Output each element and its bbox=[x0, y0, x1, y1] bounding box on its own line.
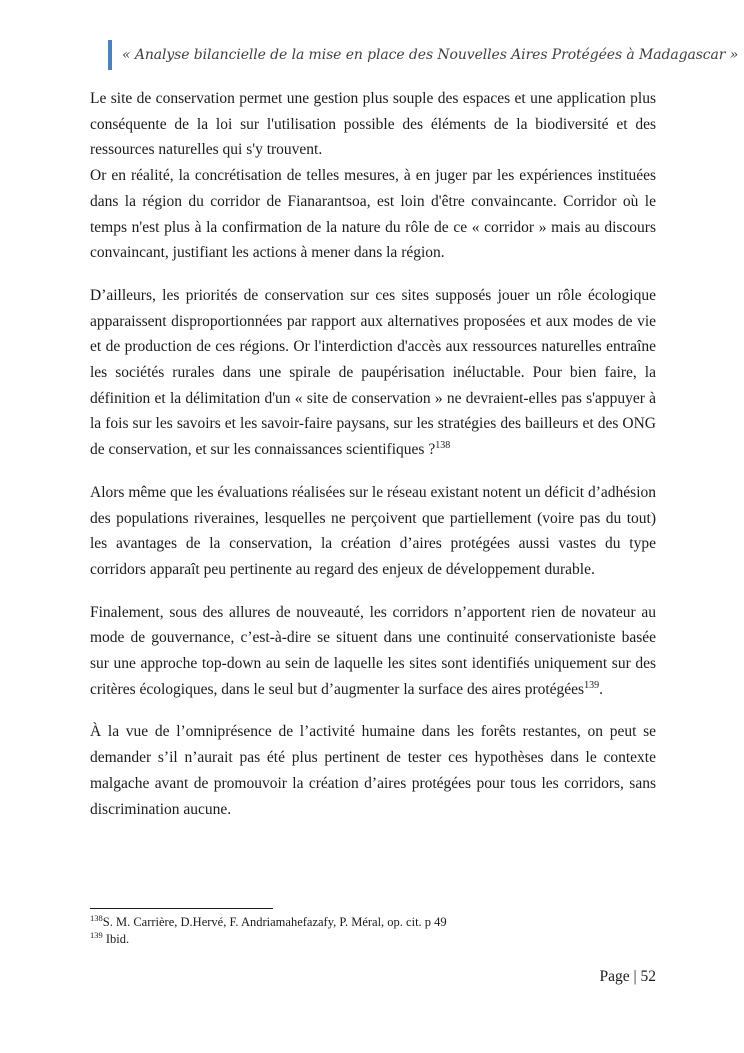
footnote-number: 139 bbox=[90, 929, 103, 940]
footnote-list bbox=[90, 914, 656, 947]
footnote: $^{139}$ Ibid. bbox=[90, 929, 130, 946]
paragraph: D’ailleurs, les priorités de conservation sur ces sites supposés jouer un rôle écologique apparaissent disproportionnées par rapport aux alternatives proposées et aux modes de vie et de production de ces régions. Or l'interdiction d'accès aux ressources naturelles entraîne les sociétés rurales dans une spirale de paupérisation inéluctable. Pour bien faire, la définition et la délimitation d'un « site de conservation » ne devraient-elles pas s'appuyer à la fois sur les savoirs et les savoir-faire paysans, sur les stratégies des bailleurs et des ONG de conservation, et sur les connaissances scientifiques ?$^{138}$ bbox=[90, 286, 656, 459]
footnote-ref: 139 bbox=[584, 679, 600, 691]
footnote-separator bbox=[90, 908, 273, 909]
document-body bbox=[90, 86, 656, 839]
header-quote-title: « Analyse bilancielle de la mise en place des Nouvelles Aires Protégées à Madagascar » bbox=[122, 47, 739, 63]
chapter-header bbox=[108, 40, 739, 70]
paragraph: Finalement, sous des allures de nouveauté, les corridors n’apportent rien de novateur au mode de gouvernance, c’est-à-dire se situent dans une continuité conservationiste basée sur une approche top-down au sein de laquelle les sites sont identifiés uniquement sur des critères écologiques, dans le seul but d’augmenter la surface des aires protégées$^{139}$. bbox=[90, 603, 656, 698]
paragraph: À la vue de l’omniprésence de l’activité humaine dans les forêts restantes, on peut se demander s’il n’aurait pas été plus pertinent de tester ces hypothèses dans le contexte malgache avant de promouvoir la création d’aires protégées pour tous les corridors, sans discrimination aucune. bbox=[90, 723, 656, 818]
paragraph: Alors même que les évaluations réalisées sur le réseau existant notent un déficit d’adhésion des populations riveraines, lesquelles ne perçoivent que partiellement (voire pas du tout) les avantages de la conservation, la création d’aires protégées aussi vastes du type corridors apparaît peu pertinente au regard des enjeux de développement durable. bbox=[90, 483, 656, 578]
paragraph: Or en réalité, la concrétisation de telles mesures, à en juger par les expériences instituées dans la région du corridor de Fianarantsoa, est loin d'être convaincante. Corridor où le temps n'est plus à la confirmation de la nature du rôle de ce « corridor » mais au discours convaincant, justifiant les actions à mener dans la région. bbox=[90, 167, 656, 262]
page-number: Page | 52 bbox=[599, 968, 656, 985]
accent-bar bbox=[108, 40, 112, 70]
footnote-number: 138 bbox=[90, 912, 103, 923]
footnote-area bbox=[90, 908, 656, 947]
paragraph: Le site de conservation permet une gestion plus souple des espaces et une application plus conséquente de la loi sur l'utilisation possible des éléments de la biodiversité et des ressources naturelles qui s'y trouvent. bbox=[90, 90, 656, 159]
footnote: $^{138}$S. M. Carrière, D.Hervé, F. Andriamahefazafy, P. Méral, op. cit. p 49 bbox=[90, 912, 447, 929]
footnote-ref: 138 bbox=[435, 439, 451, 451]
